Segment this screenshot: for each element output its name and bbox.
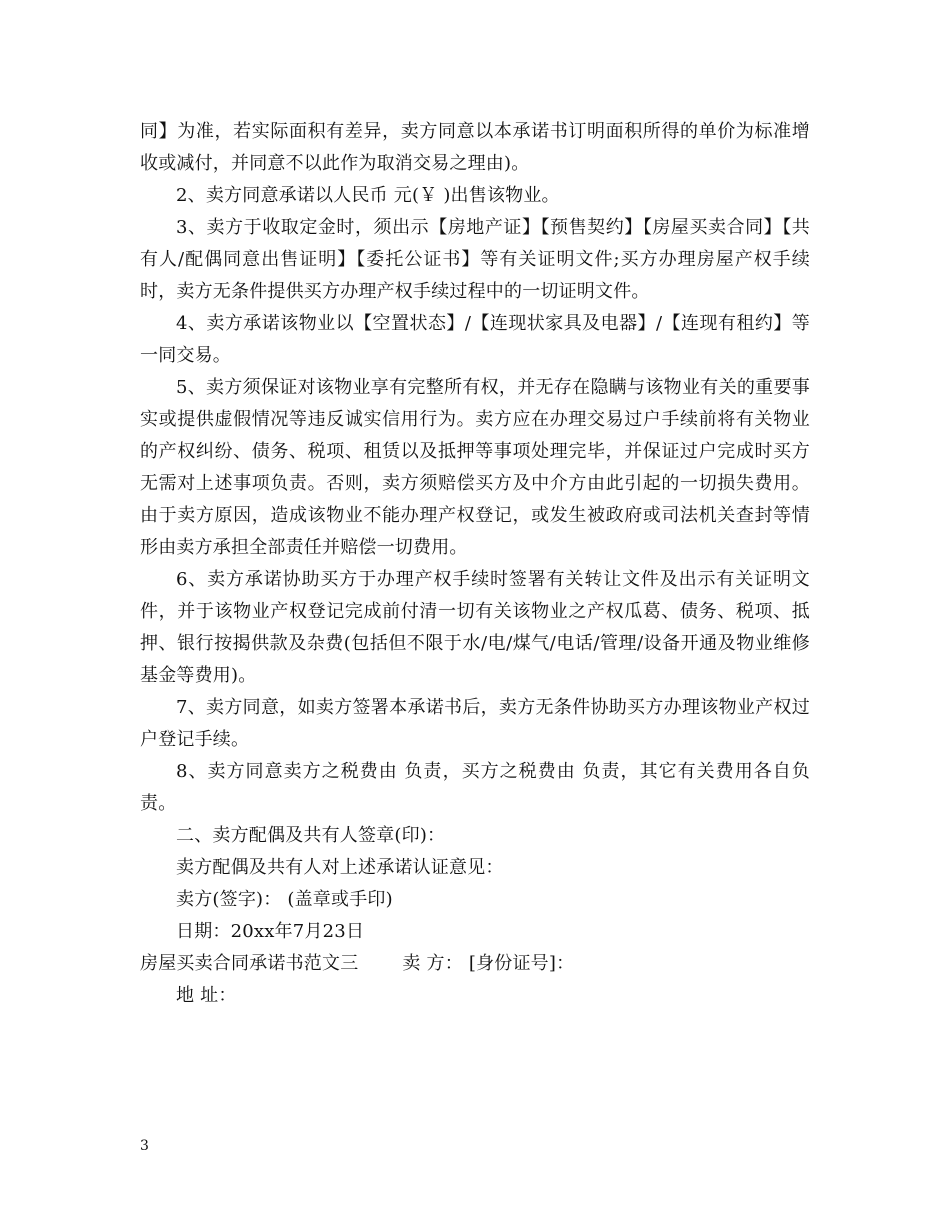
paragraph-clause-3: 3、卖方于收取定金时，须出示【房地产证】【预售契约】【房屋买卖合同】【共有人/配偶同意出售证明】【委托公证书】等有关证明文件;买方办理房屋产权手续时，卖方无条件提供买方办理产权手续过程中的一切证明文件。 bbox=[140, 217, 810, 302]
paragraph-area-continuation: 同】为准，若实际面积有差异，卖方同意以本承诺书订明面积所得的单价为标准增收或减付，并同意不以此作为取消交易之理由)。 bbox=[140, 121, 810, 174]
document-body bbox=[140, 116, 810, 1012]
paragraph-clause-5: 5、卖方须保证对该物业享有完整所有权，并无存在隐瞒与该物业有关的重要事实或提供虚假情况等违反诚实信用行为。卖方应在办理交易过户手续前将有关物业的产权纠纷、债务、税项、租赁以及抵押等事项处理完毕，并保证过户完成时买方无需对上述事项负责。否则，卖方须赔偿买方及中介方由此引起的一切损失费用。由于卖方原因，造成该物业不能办理产权登记，或发生被政府或司法机关查封等情形由卖方承担全部责任并赔偿一切费用。 bbox=[140, 377, 810, 558]
paragraph-clause-4: 4、卖方承诺该物业以【空置状态】/【连现状家具及电器】/【连现有租约】等一同交易。 bbox=[140, 313, 810, 366]
paragraph-clause-2: 2、卖方同意承诺以人民币 元(￥ )出售该物业。 bbox=[176, 185, 560, 206]
spouse-opinion-line: 卖方配偶及共有人对上述承诺认证意见： bbox=[176, 857, 504, 878]
page-number: 3 bbox=[140, 1138, 149, 1154]
seller-id-field: 卖 方： [身份证号]： bbox=[402, 953, 575, 974]
section-heading-spouse-signature: 二、卖方配偶及共有人签章(印)： bbox=[176, 825, 446, 846]
document-title: 房屋买卖合同承诺书范文三 bbox=[140, 953, 359, 974]
paragraph-clause-7: 7、卖方同意，如卖方签署本承诺书后，卖方无条件协助买方办理该物业产权过户登记手续。 bbox=[140, 697, 810, 750]
document-title-line bbox=[140, 948, 810, 980]
address-line: 地 址： bbox=[176, 985, 237, 1006]
seller-signature-line: 卖方(签字)： (盖章或手印) bbox=[176, 889, 393, 910]
date-line: 日期：20xx年7月23日 bbox=[176, 921, 365, 942]
paragraph-clause-6: 6、卖方承诺协助买方于办理产权手续时签署有关转让文件及出示有关证明文件，并于该物业产权登记完成前付清一切有关该物业之产权瓜葛、债务、税项、抵押、银行按揭供款及杂费(包括但不限于水/电/煤气/电话/管理/设备开通及物业维修基金等费用)。 bbox=[140, 569, 810, 686]
paragraph-clause-8: 8、卖方同意卖方之税费由 负责，买方之税费由 负责，其它有关费用各自负责。 bbox=[140, 761, 810, 814]
